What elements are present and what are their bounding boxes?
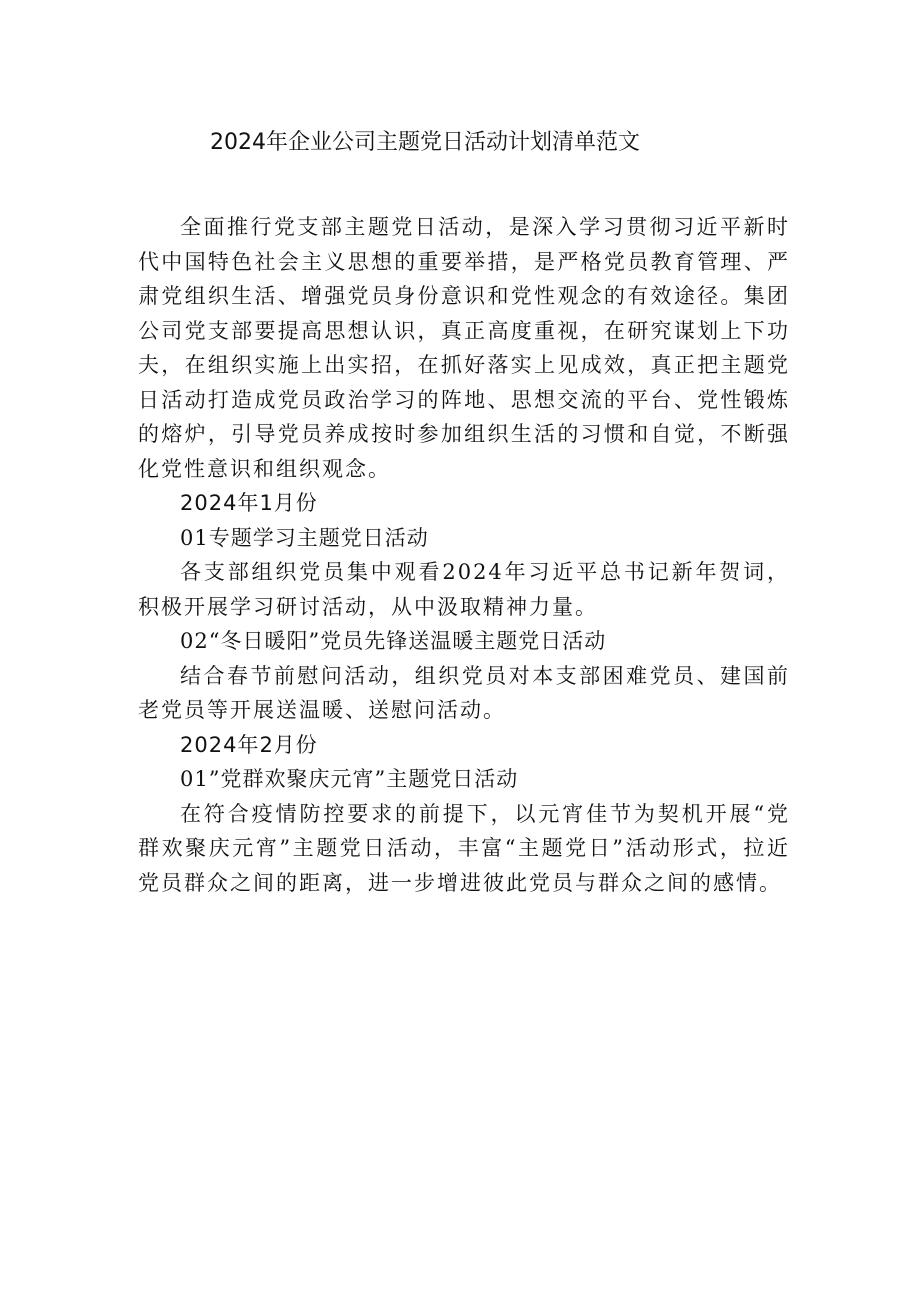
month-heading-january: 2024年1月份 bbox=[180, 491, 318, 515]
document-body bbox=[138, 210, 790, 900]
activity-description-jan-01: 各支部组织党员集中观看2024年习近平总书记新年贺词，积极开展学习研讨活动，从中汲取精神力量。 bbox=[138, 560, 790, 619]
month-heading-february: 2024年2月份 bbox=[180, 732, 318, 757]
activity-title-feb-01: 01”党群欢聚庆元宵”主题党日活动 bbox=[180, 767, 519, 791]
activity-title-jan-02: 02“冬日暖阳”党员先锋送温暖主题党日活动 bbox=[180, 629, 607, 653]
activity-title-jan-01: 01专题学习主题党日活动 bbox=[180, 525, 429, 550]
intro-paragraph: 全面推行党支部主题党日活动，是深入学习贯彻习近平新时代中国特色社会主义思想的重要举措，是严格党员教育管理、严肃党组织生活、增强党员身份意识和党性观念的有效途径。集团公司党支部要提高思想认识，真正高度重视，在研究谋划上下功夫，在组织实施上出实招，在抓好落实上见成效，真正把主题党日活动打造成党员政治学习的阵地、思想交流的平台、党性锻炼的熔炉，引导党员养成按时参加组织生活的习惯和自觉，不断强化党性意识和组织观念。 bbox=[138, 215, 790, 481]
activity-description-jan-02: 结合春节前慰问活动，组织党员对本支部困难党员、建国前老党员等开展送温暖、送慰问活动。 bbox=[138, 663, 790, 722]
document-title: 2024年企业公司主题党日活动计划清单范文 bbox=[210, 130, 640, 155]
activity-description-feb-01: 在符合疫情防控要求的前提下，以元宵佳节为契机开展“党群欢聚庆元宵”主题党日活动，丰富“主题党日”活动形式，拉近党员群众之间的距离，进一步增进彼此党员与群众之间的感情。 bbox=[138, 801, 790, 895]
